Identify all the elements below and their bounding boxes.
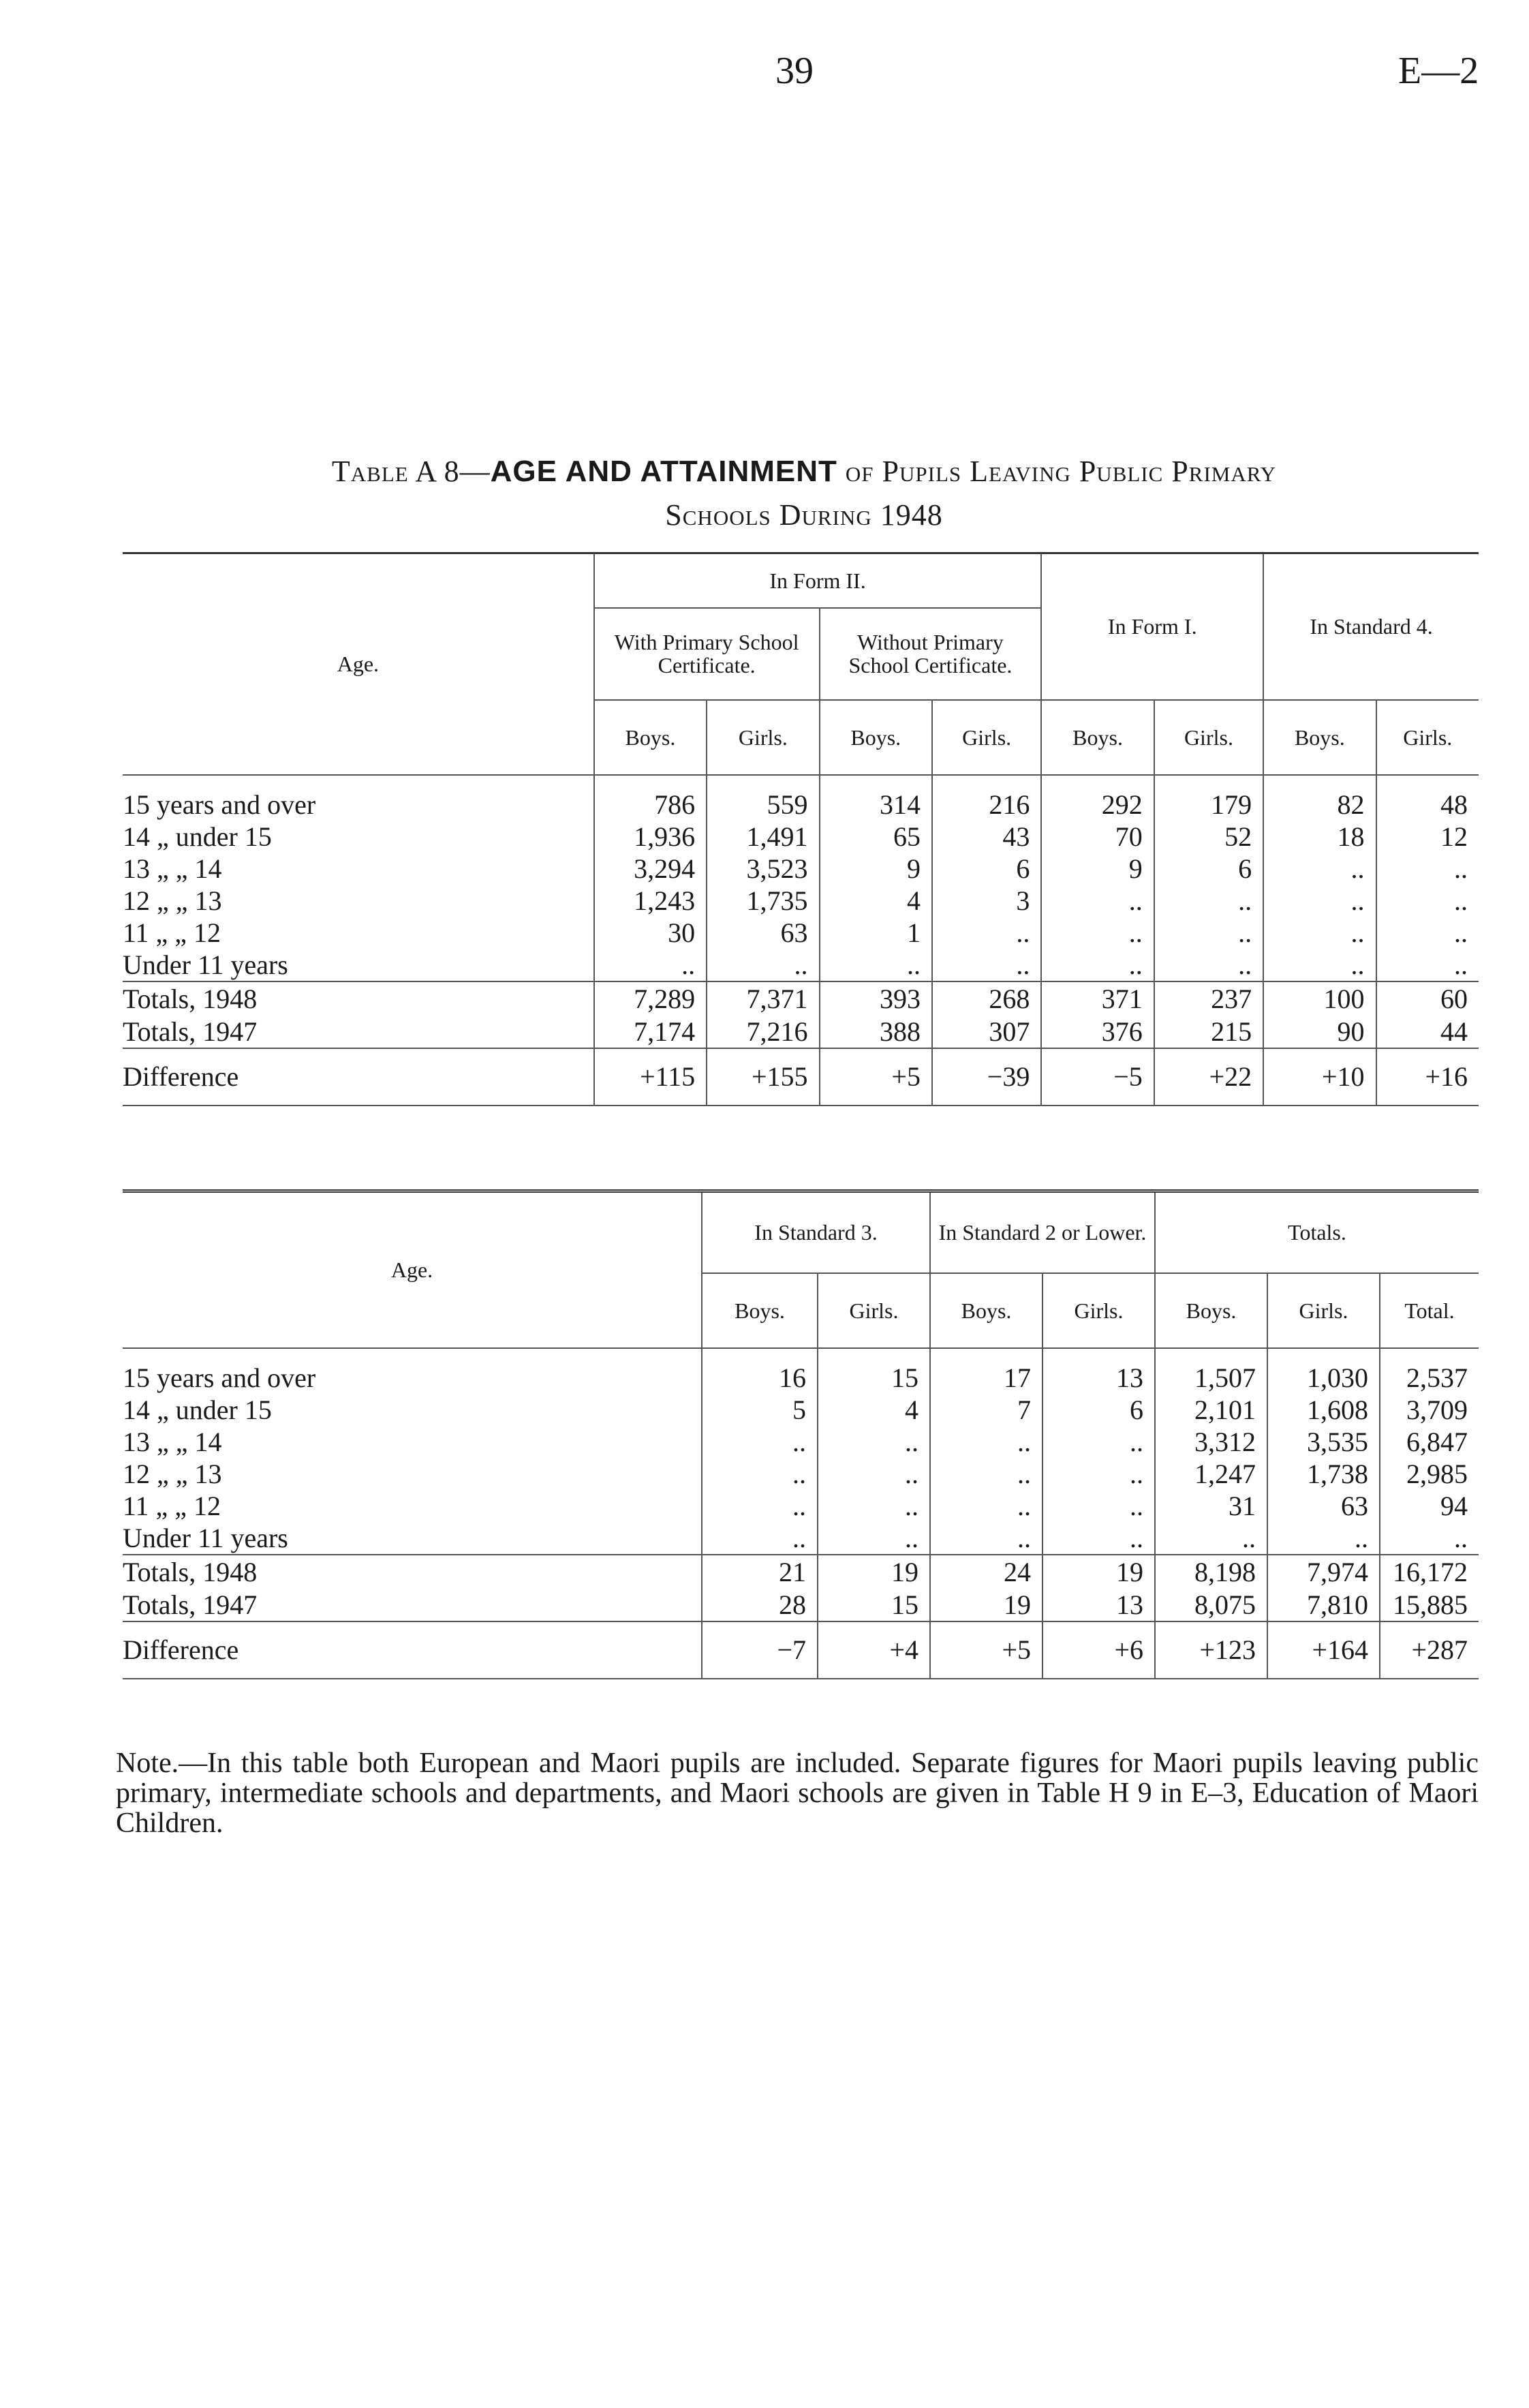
cell-value: .. [702,1458,818,1490]
cell-value: 94 [1380,1490,1479,1522]
table-note: Note.—In this table both European and Maori pupils are included. Separate figures for Maori pupils leaving public primary, intermediate schools and departments, and Maori schools are given in Table H 9 in E–3, Education of Maori Children. [116,1748,1479,1839]
table-row [123,789,1479,821]
row-label: Totals, 1947 [123,1016,258,1047]
cell-value: 1,491 [707,821,819,853]
cell-value: 268 [932,981,1041,1016]
cell-value: 216 [932,789,1041,821]
row-label: 11 „ „ 12 [123,1490,221,1521]
cell-value: .. [930,1458,1042,1490]
cell-value: 13 [1042,1589,1155,1621]
boys-header: Boys. [594,700,707,775]
cell-value: 559 [707,789,819,821]
cell-value: 43 [932,821,1041,853]
cell-value: .. [932,949,1041,981]
cell-value: 388 [820,1016,932,1048]
cell-value: .. [818,1458,930,1490]
cell-value: .. [932,917,1041,949]
cell-value: 1,030 [1267,1362,1380,1394]
cell-value: .. [930,1426,1042,1458]
cell-value: 13 [1042,1362,1155,1394]
table-row [123,1555,1479,1589]
cell-value: 7,174 [594,1016,707,1048]
row-label: 14 „ under 15 [123,1394,272,1425]
cell-value: .. [1154,917,1263,949]
table-row [123,917,1479,949]
cell-value: +115 [594,1048,707,1106]
cell-value: 9 [820,853,932,885]
boys-header: Boys. [1155,1273,1267,1348]
totals-header: Totals. [1155,1191,1479,1273]
cell-value: 16 [702,1362,818,1394]
table-row [123,853,1479,885]
cell-value: .. [1263,853,1376,885]
cell-value: .. [1263,949,1376,981]
cell-value: .. [930,1522,1042,1555]
cell-value: 307 [932,1016,1041,1048]
boys-header: Boys. [1263,700,1376,775]
row-label: Difference [123,1061,239,1092]
cell-value: .. [1041,917,1154,949]
cell-value: 3,535 [1267,1426,1380,1458]
cell-value: .. [1380,1522,1479,1555]
table-row [123,1394,1479,1426]
cell-value: 3 [932,885,1041,917]
cell-value: +22 [1154,1048,1263,1106]
row-label: Under 11 years [123,949,288,980]
cell-value: 314 [820,789,932,821]
cell-value: +10 [1263,1048,1376,1106]
table-row [123,1048,1479,1106]
table-row [123,1490,1479,1522]
cell-value: 1 [820,917,932,949]
row-label: 15 years and over [123,1362,316,1393]
girls-header: Girls. [707,700,819,775]
cell-value: .. [702,1426,818,1458]
row-label: Totals, 1947 [123,1589,258,1620]
cell-value: .. [1154,885,1263,917]
cell-value: 65 [820,821,932,853]
form2-header: In Form II. [594,553,1042,608]
age-header: Age. [337,652,380,677]
cell-value: 44 [1376,1016,1479,1048]
boys-header: Boys. [820,700,932,775]
cell-value: 179 [1154,789,1263,821]
table-row [123,1016,1479,1048]
cell-value: 19 [818,1555,930,1589]
row-label: 12 „ „ 13 [123,1458,222,1489]
cell-value: −7 [702,1621,818,1679]
row-label: 15 years and over [123,789,316,820]
cell-value: 393 [820,981,932,1016]
girls-header: Girls. [818,1273,930,1348]
cell-value: .. [1154,949,1263,981]
cell-value: 4 [818,1394,930,1426]
cell-value: 63 [707,917,819,949]
cell-value: 1,735 [707,885,819,917]
girls-header: Girls. [932,700,1041,775]
row-label: Totals, 1948 [123,1556,258,1587]
cell-value: .. [702,1490,818,1522]
cell-value: 215 [1154,1016,1263,1048]
cell-value: 2,985 [1380,1458,1479,1490]
cell-value: +123 [1155,1621,1267,1679]
cell-value: 3,312 [1155,1426,1267,1458]
cell-value: .. [1376,853,1479,885]
cell-value: 31 [1155,1490,1267,1522]
cell-value: +5 [820,1048,932,1106]
row-label: 14 „ under 15 [123,821,272,852]
table-row [123,949,1479,981]
cell-value: .. [820,949,932,981]
cell-value: .. [1042,1490,1155,1522]
cell-value: .. [930,1490,1042,1522]
cell-value: 1,243 [594,885,707,917]
row-label: 11 „ „ 12 [123,917,221,948]
cell-value: 52 [1154,821,1263,853]
cell-value: 28 [702,1589,818,1621]
cell-value: 7 [930,1394,1042,1426]
cell-value: 8,198 [1155,1555,1267,1589]
cell-value: 3,709 [1380,1394,1479,1426]
table-upper [123,552,1479,1106]
cell-value: 15 [818,1362,930,1394]
girls-header: Girls. [1376,700,1479,775]
cell-value: 237 [1154,981,1263,1016]
boys-header: Boys. [1041,700,1154,775]
page-number: 39 [775,50,814,92]
row-label: 12 „ „ 13 [123,885,222,916]
cell-value: .. [707,949,819,981]
girls-header: Girls. [1042,1273,1155,1348]
row-label: 13 „ „ 14 [123,853,222,884]
table-title [129,450,1479,537]
cell-value: 6 [1154,853,1263,885]
row-label: Difference [123,1634,239,1665]
cell-value: .. [818,1426,930,1458]
cell-value: 3,294 [594,853,707,885]
cell-value: 18 [1263,821,1376,853]
table-row [123,981,1479,1016]
cell-value: .. [1041,885,1154,917]
cell-value: 15 [818,1589,930,1621]
row-label: 13 „ „ 14 [123,1426,222,1457]
cell-value: 15,885 [1380,1589,1479,1621]
cell-value: 6,847 [1380,1426,1479,1458]
cell-value: 371 [1041,981,1154,1016]
cell-value: .. [1042,1426,1155,1458]
title-prefix: Table A 8— [331,455,491,488]
cell-value: +287 [1380,1621,1479,1679]
cell-value: 1,608 [1267,1394,1380,1426]
cell-value: 786 [594,789,707,821]
table-lower [123,1189,1479,1679]
cell-value: 7,289 [594,981,707,1016]
table-row [123,1458,1479,1490]
cell-value: 70 [1041,821,1154,853]
title-bold: AGE AND ATTAINMENT [490,455,837,488]
cell-value: 30 [594,917,707,949]
cell-value: 24 [930,1555,1042,1589]
row-label: Under 11 years [123,1522,288,1553]
table-row [123,821,1479,853]
cell-value: 6 [932,853,1041,885]
cell-value: 2,101 [1155,1394,1267,1426]
cell-value: 1,936 [594,821,707,853]
cell-value: 100 [1263,981,1376,1016]
cell-value: 2,537 [1380,1362,1479,1394]
cell-value: .. [1042,1458,1155,1490]
cell-value: 90 [1263,1016,1376,1048]
cell-value: 63 [1267,1490,1380,1522]
cell-value: .. [1263,917,1376,949]
cell-value: 19 [1042,1555,1155,1589]
cell-value: +164 [1267,1621,1380,1679]
cell-value: 7,371 [707,981,819,1016]
cell-value: .. [818,1522,930,1555]
cell-value: 5 [702,1394,818,1426]
cell-value: 1,507 [1155,1362,1267,1394]
cell-value: +16 [1376,1048,1479,1106]
cell-value: .. [1267,1522,1380,1555]
cell-value: 3,523 [707,853,819,885]
table-row [123,885,1479,917]
cell-value: .. [594,949,707,981]
girls-header: Girls. [1267,1273,1380,1348]
std3-header: In Standard 3. [702,1191,930,1273]
cell-value: 1,247 [1155,1458,1267,1490]
cell-value: .. [1376,949,1479,981]
cell-value: 48 [1376,789,1479,821]
std4-header: In Standard 4. [1263,553,1479,700]
cell-value: −5 [1041,1048,1154,1106]
table-row [123,1522,1479,1555]
age-header: Age. [390,1258,433,1283]
cell-value: 12 [1376,821,1479,853]
cell-value: 9 [1041,853,1154,885]
title-line2: Schools During 1948 [665,498,943,532]
with-certificate-header: With Primary School Certificate. [594,608,820,700]
table-row [123,1621,1479,1679]
table-row [123,1589,1479,1621]
cell-value: +5 [930,1621,1042,1679]
cell-value: .. [702,1522,818,1555]
cell-value: 8,075 [1155,1589,1267,1621]
cell-value: .. [1155,1522,1267,1555]
table-row [123,1362,1479,1394]
cell-value: 21 [702,1555,818,1589]
cell-value: 60 [1376,981,1479,1016]
cell-value: .. [1376,917,1479,949]
cell-value: 17 [930,1362,1042,1394]
without-certificate-header: Without Primary School Certificate. [820,608,1042,700]
cell-value: +4 [818,1621,930,1679]
cell-value: +155 [707,1048,819,1106]
cell-value: 7,810 [1267,1589,1380,1621]
std2-header: In Standard 2 or Lower. [930,1191,1155,1273]
girls-header: Girls. [1154,700,1263,775]
page-reference: E—2 [1398,50,1479,92]
cell-value: 1,738 [1267,1458,1380,1490]
cell-value: 16,172 [1380,1555,1479,1589]
cell-value: 376 [1041,1016,1154,1048]
table-row [123,1426,1479,1458]
cell-value: 19 [930,1589,1042,1621]
boys-header: Boys. [930,1273,1042,1348]
total-header: Total. [1380,1273,1479,1348]
boys-header: Boys. [702,1273,818,1348]
cell-value: −39 [932,1048,1041,1106]
cell-value: .. [1263,885,1376,917]
cell-value: +6 [1042,1621,1155,1679]
cell-value: .. [1042,1522,1155,1555]
cell-value: 292 [1041,789,1154,821]
title-rest: of Pupils Leaving Public Primary [845,455,1277,488]
form1-header: In Form I. [1041,553,1263,700]
cell-value: .. [1376,885,1479,917]
row-label: Totals, 1948 [123,983,258,1014]
cell-value: .. [1041,949,1154,981]
cell-value: 7,974 [1267,1555,1380,1589]
cell-value: 6 [1042,1394,1155,1426]
cell-value: 82 [1263,789,1376,821]
cell-value: 7,216 [707,1016,819,1048]
cell-value: .. [818,1490,930,1522]
cell-value: 4 [820,885,932,917]
